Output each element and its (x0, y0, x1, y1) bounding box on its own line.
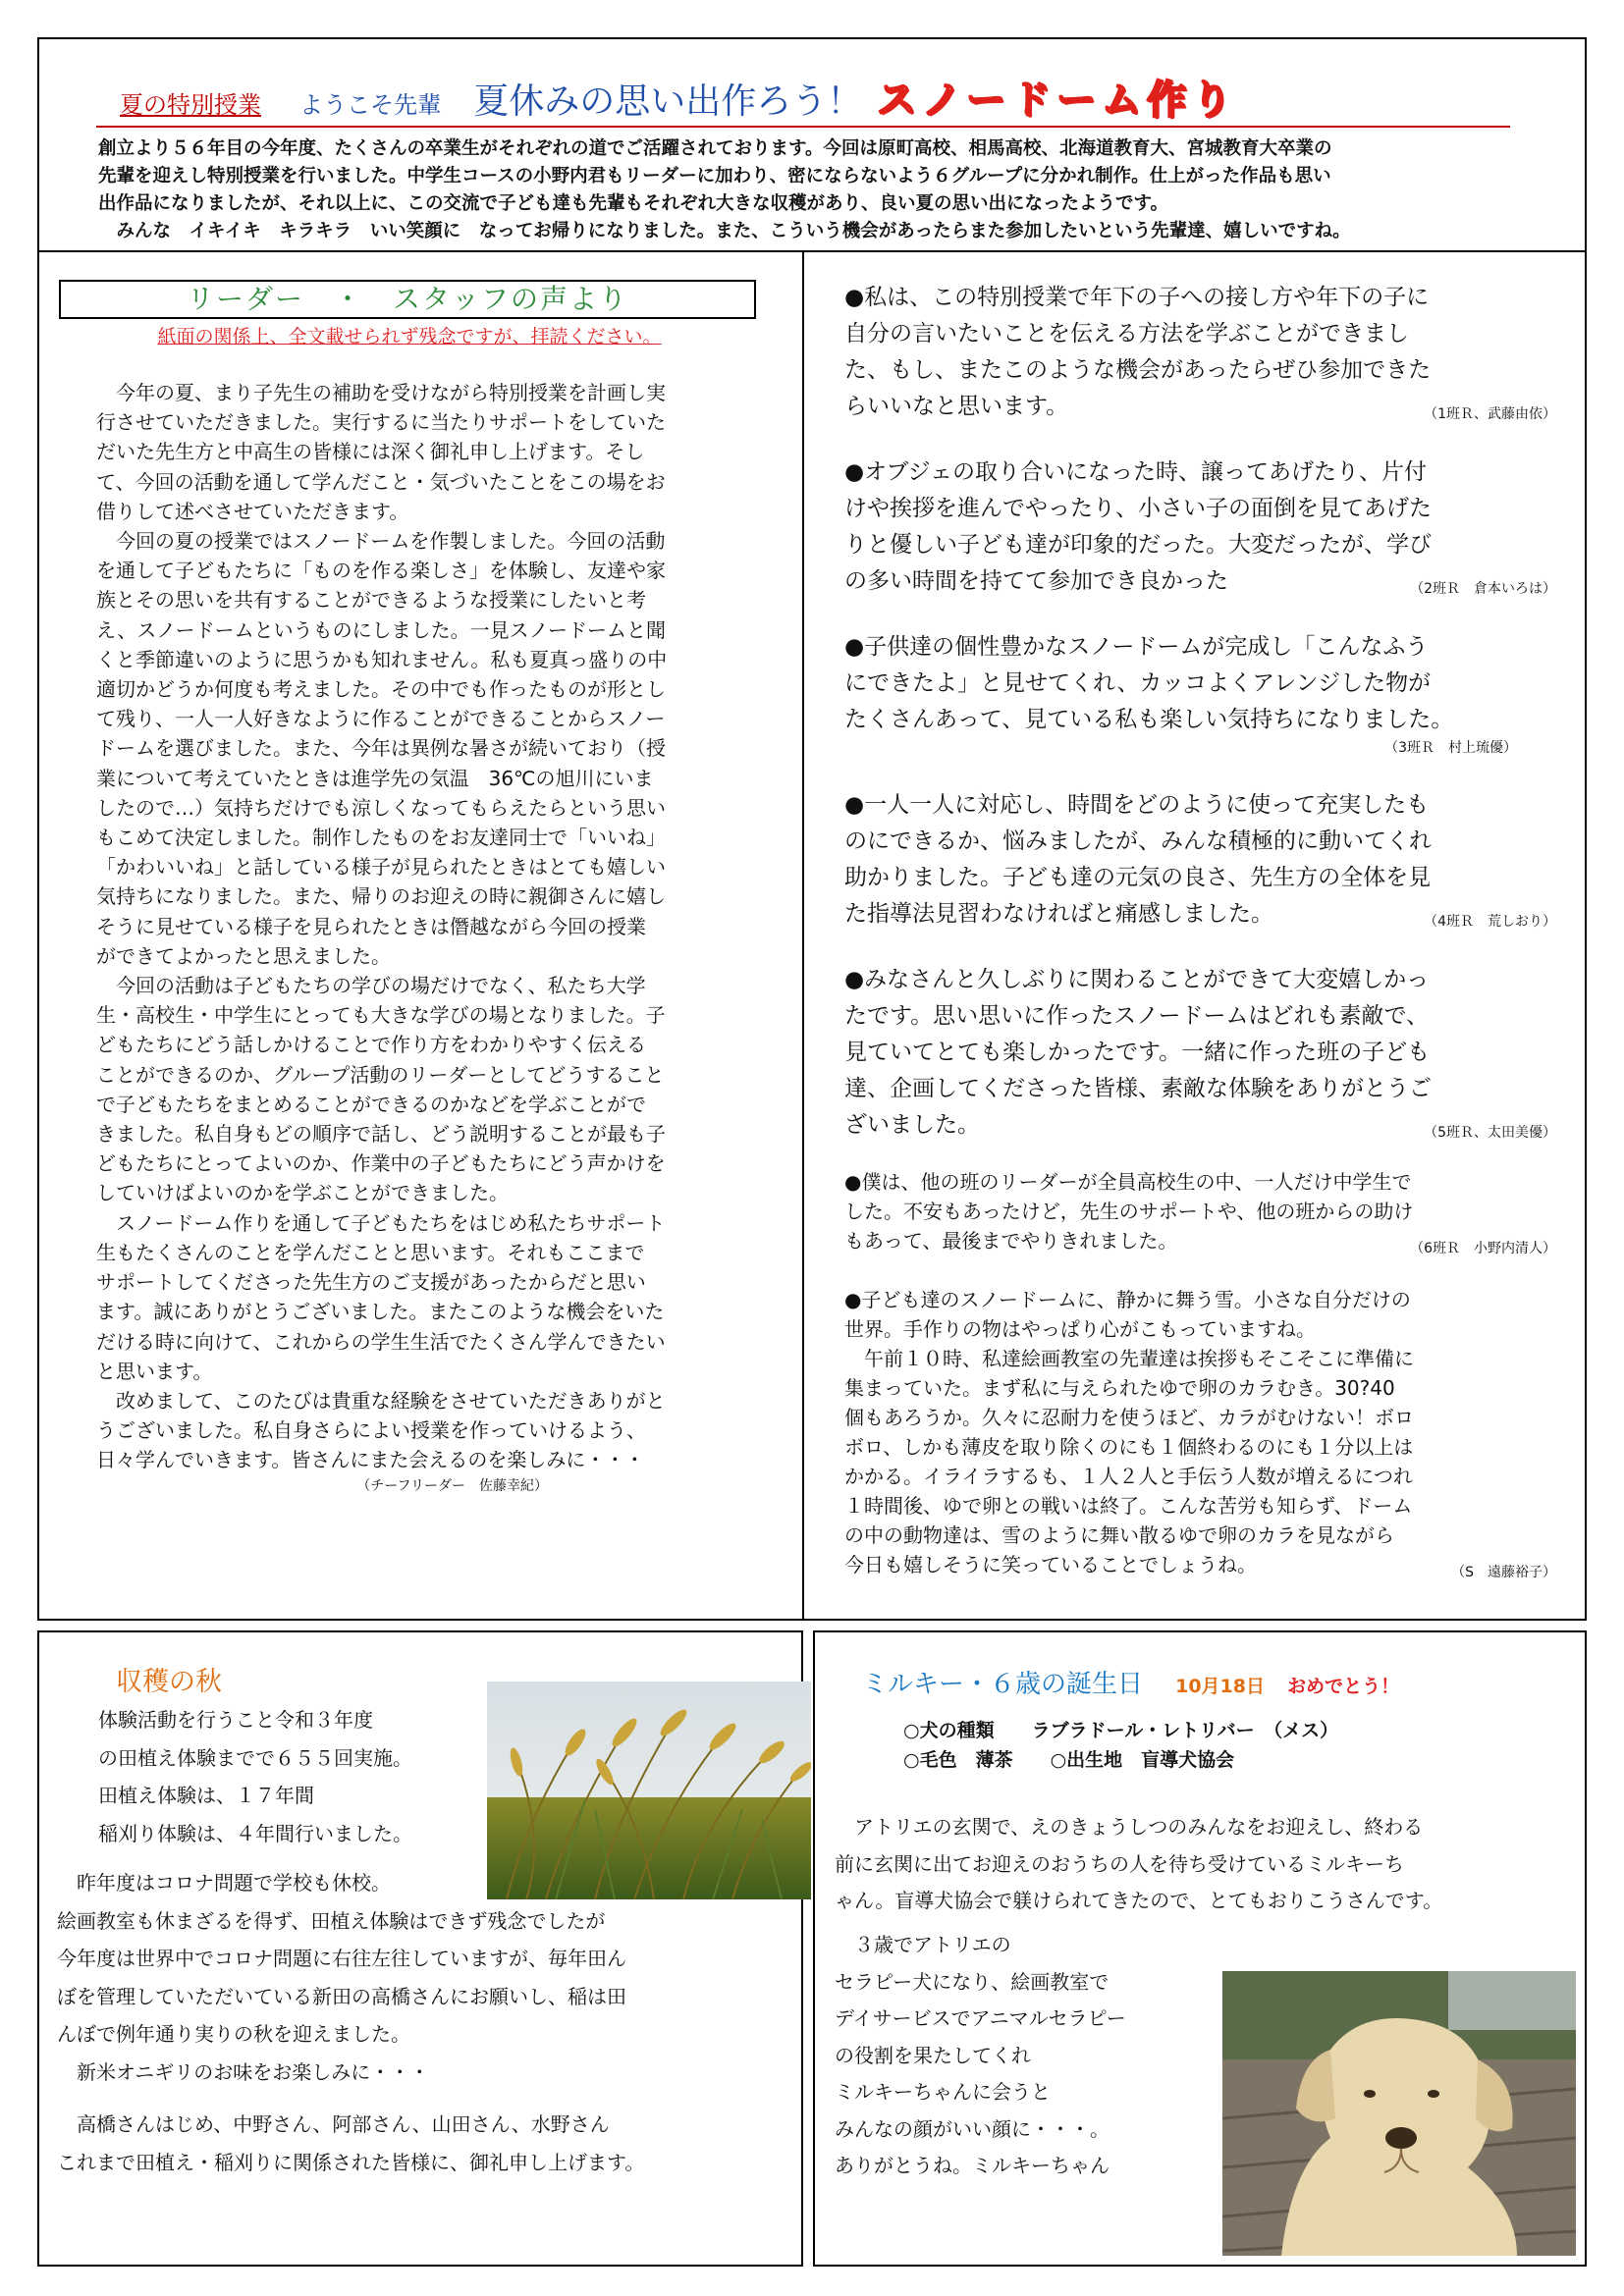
milky-title: ミルキー・６歳の誕生日 (862, 1670, 1144, 1699)
essay-line: 借りして述べさせていただきます。 (96, 499, 409, 523)
article-title: 夏休みの思い出作ろう！ (473, 81, 863, 122)
comment-line: 自分の言いたいことを伝える方法を学ぶことができまし (844, 321, 1409, 347)
comment-line: かかる。イライラするも、１人２人と手伝う人数が増えるにつれ (844, 1465, 1413, 1488)
author-signature: （チーフリーダー 佐藤幸紀） (356, 1477, 548, 1494)
labrador-dog-photo (1222, 1971, 1576, 2256)
harvest-line: 体験活動を行うこと令和３年度 (98, 1708, 373, 1732)
essay-line: と思います。 (96, 1359, 213, 1383)
milky-line: アトリエの玄関で、えのきょうしつのみんなをお迎えし、終わる (835, 1815, 1424, 1839)
essay-line: だいた先生方と中高生の皆様には深く御礼申し上げます。そし (96, 440, 645, 464)
essay-line: ドームを選びました。また、今年は異例な暑さが続いており（授 (96, 736, 666, 761)
essay-line: 今回の活動は子どもたちの学びの場だけでなく、私たち大学 (96, 974, 646, 998)
milky-line: みんなの顔がいい顔に・・・。 (835, 2116, 1110, 2141)
essay-line: を通して子どもたちに「ものを作る楽しさ」を体験し、友達や家 (96, 559, 666, 583)
harvest-line: 高橋さんはじめ、中野さん、阿部さん、山田さん、水野さん (57, 2112, 610, 2136)
comment-line: ●私は、この特別授業で年下の子への接し方や年下の子に (844, 285, 1430, 310)
comment-line: た、もし、またこのような機会があったらぜひ参加できた (844, 357, 1432, 383)
comment-line: た指導法見習わなければと痛感しました。 （4班Ｒ 荒しおり） (844, 896, 1576, 933)
milky-header (862, 1664, 1399, 1700)
intro-line: みんな イキイキ キラキラ いい笑顔に なってお帰りになりました。また、こういう機会があったらまた参加したいという先輩達、嬉しいですね。 (98, 221, 1351, 241)
column-divider (802, 250, 804, 1619)
essay-line: 生・高校生・中学生にとっても大きな学びの場となりました。子 (96, 1003, 666, 1028)
author-signature: （S 遠藤裕子） (1451, 1565, 1556, 1580)
comment-line: ●一人一人に対応し、時間をどのように使って充実したも (844, 792, 1430, 818)
comment-4 (844, 787, 1576, 933)
essay-line: 「かわいいね」と話している様子が見られたときはとても嬉しい (96, 855, 666, 880)
voice-section-title: リーダー ・ スタッフの声より (59, 280, 756, 319)
dog-profile (903, 1716, 1338, 1775)
essay-line: ことができるのか、グループ活動のリーダーとしてどうすること (96, 1062, 665, 1087)
congrats-text: おめでとう！ (1287, 1676, 1400, 1697)
milky-line: セラピー犬になり、絵画教室で (835, 1969, 1110, 1994)
harvest-line: 稲刈り体験は、４年間行いました。 (98, 1821, 412, 1845)
essay-line: どもたちにどう話しかけることで作り方をわかりやすく伝える (96, 1033, 646, 1057)
essay-line: したので…）気持ちだけでも涼しくなってもらえたらという思い (96, 795, 666, 820)
comment-line: ●子供達の個性豊かなスノードームが完成し「こんなふう (844, 634, 1429, 660)
comment-line: けや挨拶を進んでやったり、小さい子の面倒を見てあげた (844, 496, 1432, 521)
dog-color-origin: ○毛色 薄茶 ○出生地 盲導犬協会 (903, 1749, 1235, 1771)
intro-line: 創立より５６年目の今年度、たくさんの卒業生がそれぞれの道でご活躍されております。今回は原町高校、相馬高校、北海道教育大、宮城教育大卒業の (98, 138, 1332, 159)
comment-6 (844, 1167, 1576, 1255)
comment-line: たです。思い思いに作ったスノードームはどれも素敵で、 (844, 1003, 1430, 1029)
comment-line: した。不安もあったけど，先生のサポートや、他の班からの助け (844, 1200, 1414, 1223)
special-class-label: 夏の特別授業 (120, 91, 261, 119)
milky-line: ３歳でアトリエの (835, 1933, 1011, 1956)
comment-7 (844, 1285, 1576, 1579)
comment-5 (844, 962, 1576, 1144)
author-signature: （2班Ｒ 倉本いろは） (1410, 581, 1556, 597)
comment-line: の多い時間を持てて参加でき良かった （2班Ｒ 倉本いろは） (844, 563, 1576, 600)
comment-line: ざいました。 （5班Ｒ、太田美優） (844, 1107, 1576, 1144)
comment-line: 今日も嬉しそうに笑っていることでしょうね。 （S 遠藤裕子） (844, 1550, 1576, 1579)
comment-line: 助かりました。子ども達の元気の良さ、先生方の全体を見 (844, 865, 1432, 890)
comment-3 (844, 629, 1576, 758)
comment-line: にできたよ」と見せてくれ、カッコよくアレンジした物が (844, 670, 1432, 696)
section-divider (39, 250, 1585, 252)
intro-text (98, 135, 1551, 245)
author-signature: （1班Ｒ、武藤由依） (1424, 406, 1556, 422)
milky-intro (835, 1809, 1581, 1920)
comment-line: のにできるか、悩みましたが、みんな積極的に動いてくれ (844, 828, 1432, 854)
intro-line: 先輩を迎えし特別授業を行いました。中学生コースの小野内君もリーダーに加わり、密にならないよう６グループに分かれ制作。仕上がった作品も思い (98, 166, 1331, 187)
milky-line: ミルキーちゃんに会うと (835, 2080, 1051, 2104)
dog-breed: ○犬の種類 ラブラドール・レトリバー （メス） (903, 1720, 1339, 1741)
milky-line: ありがとうね。ミルキーちゃん (835, 2154, 1110, 2177)
harvest-article (37, 1630, 803, 2267)
harvest-line: 田植え体験は、１７年間 (98, 1784, 314, 1807)
comment-line: 午前１０時、私達絵画教室の先輩達は挨拶もそこそこに準備に (844, 1347, 1414, 1370)
harvest-line: 昨年度はコロナ問題で学校も休校。 (57, 1871, 391, 1895)
welcome-label: ようこそ先輩 (299, 91, 442, 119)
essay-line: だける時に向けて、これからの学生生活でたくさん学んできたい (96, 1329, 666, 1354)
comment-line: もあって、最後までやりきれました。 （6班Ｒ 小野内清人） (844, 1226, 1576, 1255)
author-signature: （5班Ｒ、太田美優） (1424, 1125, 1556, 1141)
essay-line: スノードーム作りを通して子どもたちをはじめ私たちサポート (96, 1210, 666, 1235)
comment-line: 達、企画してくださった皆様、素敵な体験をありがとうご (844, 1076, 1432, 1101)
milky-line: 前に玄関に出てお迎えのおうちの人を待ち受けているミルキーち (835, 1851, 1404, 1876)
comment-line: ●僕は、他の班のリーダーが全員高校生の中、一人だけ中学生で (844, 1170, 1412, 1194)
essay-line: 業について考えていたときは進学先の気温 36℃の旭川にいま (96, 766, 654, 790)
essay-line: ます。誠にありがとうございました。またこのような機会をいた (96, 1300, 665, 1324)
comment-line: ●子ども達のスノードームに、静かに舞う雪。小さな自分だけの (844, 1288, 1411, 1311)
essay-line: くと季節違いのように思うかも知れません。私も夏真っ盛りの中 (96, 647, 668, 671)
author-signature: （6班Ｒ 小野内清人） (1410, 1241, 1556, 1256)
essay-line: 生もたくさんのことを学んだことと思います。それもここまで (96, 1240, 645, 1264)
milky-line: の役割を果たしてくれ (835, 2043, 1031, 2067)
essay-line: で子どもたちをまとめることができるのかなどを学ぶことがで (96, 1092, 646, 1116)
harvest-line: んぼで例年通り実りの秋を迎えました。 (57, 2022, 410, 2046)
milky-birthday-article (813, 1630, 1587, 2267)
harvest-line: これまで田植え・稲刈りに関係された皆様に、御礼申し上げます。 (57, 2150, 645, 2174)
essay-line: 改めまして、このたびは貴重な経験をさせていただきありがと (96, 1388, 666, 1413)
harvest-line: 絵画教室も休まざるを得ず、田植え体験はできず残念でしたが (57, 1908, 606, 1933)
milky-line: デイサービスでアニマルセラピー (835, 2006, 1126, 2030)
essay-line: どもたちにとってよいのか、作業中の子どもたちにどう声かけを (96, 1151, 666, 1176)
harvest-line: の田植え体験までで６５５回実施。 (98, 1745, 412, 1770)
voice-section-note: 紙面の関係上、全文載せられず残念ですが、拝読ください。 (157, 326, 662, 347)
article-header (98, 69, 1532, 128)
harvest-line: 新米オニギリのお味をお楽しみに・・・ (57, 2059, 430, 2084)
comment-line: の中の動物達は、雪のように舞い散るゆで卵のカラを見ながら (844, 1523, 1394, 1547)
essay-line: 今回の夏の授業ではスノードームを作製しました。今回の活動 (96, 529, 666, 554)
author-signature: （4班Ｒ 荒しおり） (1424, 914, 1556, 930)
comment-line: らいいなと思います。 （1班Ｒ、武藤由依） (844, 389, 1576, 425)
milky-line: ゃん。盲導犬協会で躾けられてきたので、とてもおりこうさんです。 (835, 1889, 1443, 1912)
essay-line: え、スノードームというものにしました。一見スノードームと聞 (96, 617, 666, 642)
essay-line: 行させていただきました。実行するに当たりサポートをしていた (96, 410, 666, 435)
rice-field-photo (487, 1682, 811, 1899)
essay-line: 適切かどうか何度も考えました。その中でも作ったものが形とし (96, 677, 666, 702)
essay-line: もこめて決定しました。制作したものをお友達同士で「いいね」 (96, 826, 666, 850)
intro-line: 出作品になりましたが、それ以上に、この交流で子ども達も先輩もそれぞれ大きな収穫があり、良い夏の思い出になったようです。 (98, 193, 1169, 214)
comment-line: 集まっていた。まず私に与えられたゆで卵のカラむき。30?40 (844, 1376, 1395, 1400)
essay-line: て、今回の活動を通して学んだこと・気づいたことをこの場をお (96, 469, 666, 494)
header-underline (96, 126, 1510, 128)
essay-line: 今年の夏、まり子先生の補助を受けながら特別授業を計画し実 (96, 381, 666, 404)
comment-line: １時間後、ゆで卵との戦いは終了。こんな苦労も知らず、ドーム (844, 1494, 1413, 1518)
essay-line: 気持ちになりました。また、帰りのお迎えの時に親御さんに嬉し (96, 884, 666, 909)
essay-line: うございました。私自身さらによい授業を作っていけるよう、 (96, 1418, 646, 1443)
harvest-title: 収穫の秋 (116, 1667, 222, 1697)
comment-line: りと優しい子ども達が印象的だった。大変だったが、学び (844, 532, 1432, 558)
comment-line: 見ていてとても楽しかったです。一緒に作った班の子ども (844, 1040, 1431, 1065)
harvest-line: 今年度は世界中でコロナ問題に右往左往していますが、毎年田ん (57, 1947, 626, 1970)
essay-line: そうに見せている様子を見られたときは僭越ながら今回の授業 (96, 914, 646, 938)
comment-1 (844, 280, 1576, 425)
comment-2 (844, 454, 1576, 600)
comment-line: ●みなさんと久しぶりに関わることができて大変嬉しかっ (844, 967, 1430, 992)
snowdome-article (37, 37, 1587, 1621)
author-signature: （3班Ｒ 村上琉優） (1384, 740, 1517, 756)
chief-leader-essay (96, 378, 784, 1497)
comment-line: 世界。手作りの物はやっぱり心がこもっていますね。 (844, 1317, 1316, 1341)
essay-line: 族とその思いを共有することができるような授業にしたいと考 (96, 588, 646, 613)
essay-line: きました。私自身もどの順序で話し、どう説明することが最も子 (96, 1122, 666, 1147)
harvest-thanks (57, 2106, 784, 2181)
comment-line: たくさんあって、見ている私も楽しい気持ちになりました。 (844, 707, 1454, 732)
essay-line: していけばよいのかを学ぶことができました。 (96, 1181, 509, 1205)
essay-line: て残り、一人一人好きなように作ることができることからスノー (96, 707, 666, 731)
essay-line: ができてよかったと思えました。 (96, 943, 391, 968)
comment-line: ●オブジェの取り合いになった時、譲ってあげたり、片付 (844, 459, 1427, 485)
essay-line: サポートしてくださった先生方のご支援があったからだと思い (96, 1270, 646, 1295)
essay-line: 日々学んでいきます。皆さんにまた会えるのを楽しみに・・・ (96, 1448, 645, 1472)
comment-line: ボロ、しかも薄皮を取り除くのにも１個終わるのにも１分以上は (844, 1435, 1414, 1459)
comment-line: 個もあろうか。久々に忍耐力を使うほど、カラがむけない！ボロ (844, 1406, 1414, 1429)
birthday-date: 10月18日 (1175, 1676, 1265, 1697)
harvest-line: ぼを管理していただいている新田の高橋さんにお願いし、稲は田 (57, 1984, 626, 2008)
snowdome-title: スノードーム作り (877, 78, 1238, 123)
leader-comments (844, 280, 1576, 1587)
